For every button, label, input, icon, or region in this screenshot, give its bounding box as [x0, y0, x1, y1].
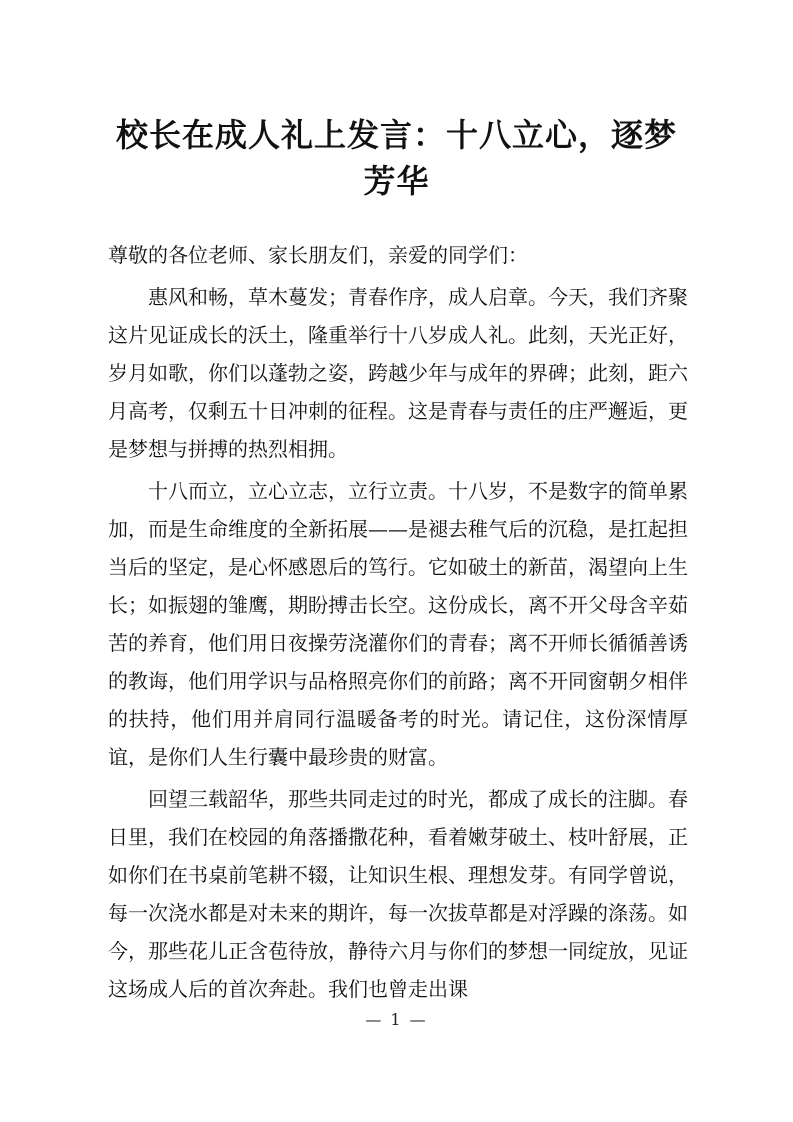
page-number: — 1 — — [365, 1010, 428, 1029]
paragraph-3: 回望三载韶华，那些共同走过的时光，都成了成长的注脚。春日里，我们在校园的角落播撒花种，看着嫩芽破土、枝叶舒展，正如你们在书桌前笔耕不辍，让知识生根、理想发芽。有同学曾说，每一次浇水都是对未来的期许，每一次拔草都是对浮躁的涤荡。如今，那些花儿正含苞待放，静待六月与你们的梦想一同绽放，见证这场成人后的首次奔赴。我们也曾走出课 — [108, 787, 688, 1001]
page-title: 校长在成人礼上发言：十八立心，逐梦芳华 — [115, 116, 677, 200]
paragraph-2: 十八而立，立心立志，立行立责。十八岁，不是数字的简单累加，而是生命维度的全新拓展——是褪去稚气后的沉稳，是扛起担当后的坚定，是心怀感恩后的笃行。它如破土的新苗，渴望向上生长；如振翅的雏鹰，期盼搏击长空。这份成长，离不开父母含辛茹苦的养育，他们用日夜操劳浇灌你们的青春；离不开师长循循善诱的教诲，他们用学识与品格照亮你们的前路；离不开同窗朝夕相伴的扶持，他们用并肩同行温暖备考的时光。请记住，这份深情厚谊，是你们人生行囊中最珍贵的财富。 — [108, 479, 688, 769]
document-body — [108, 236, 688, 1012]
greeting-line: 尊敬的各位老师、家长朋友们，亲爱的同学们： — [108, 243, 528, 267]
paragraph-1: 惠风和畅，草木蔓发；青春作序，成人启章。今天，我们齐聚这片见证成长的沃土，隆重举行十八岁成人礼。此刻，天光正好，岁月如歌，你们以蓬勃之姿，跨越少年与成年的界碑；此刻，距六月高考，仅剩五十日冲刺的征程。这是青春与责任的庄严邂逅，更是梦想与拼搏的热烈相拥。 — [108, 285, 688, 461]
